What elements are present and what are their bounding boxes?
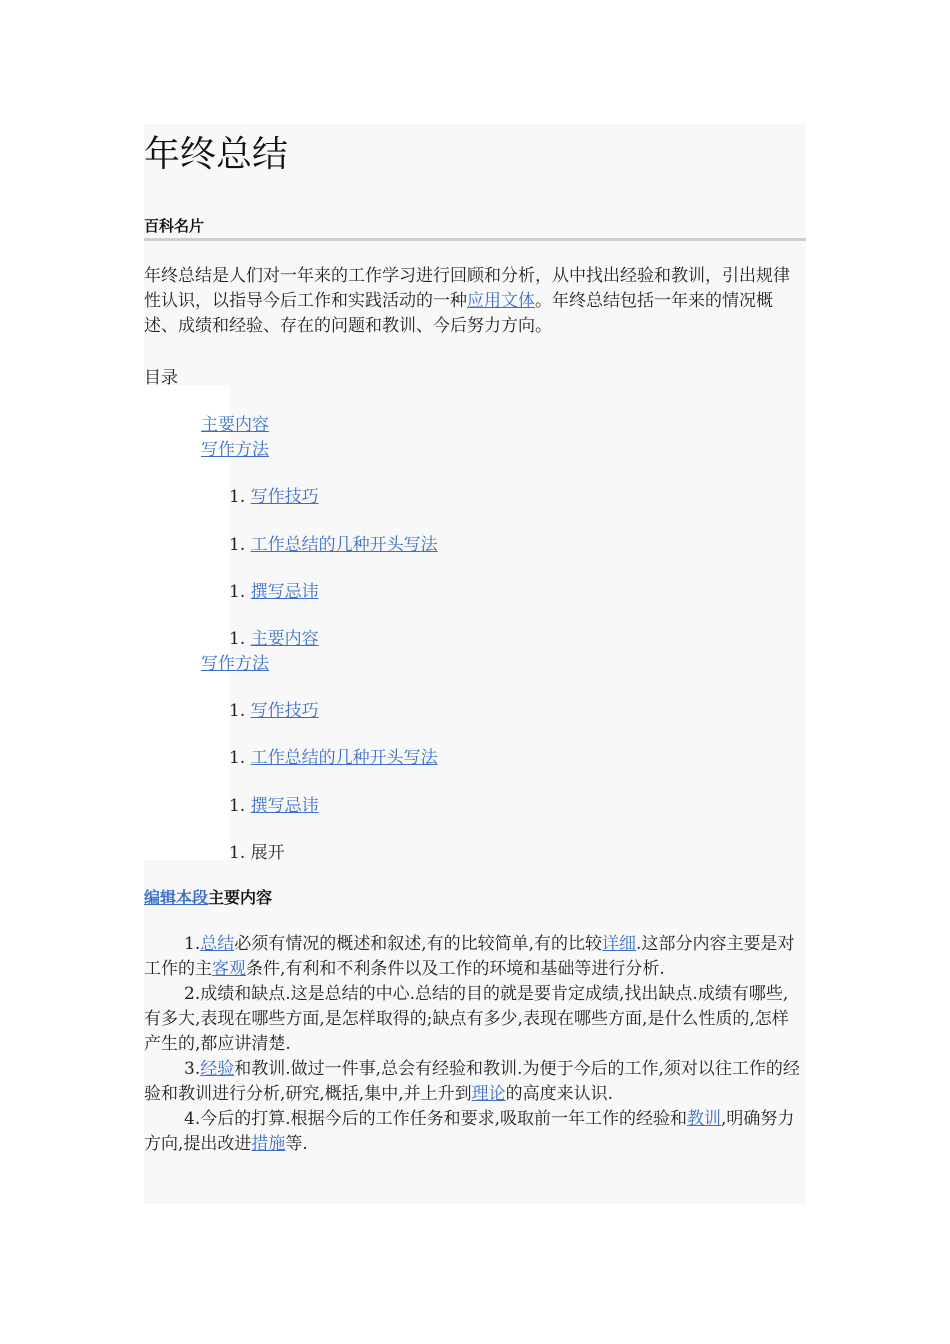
toc-item: 1. 写作技巧 <box>229 487 319 507</box>
toc-link-taboos-2[interactable]: 撰写忌讳 <box>250 796 319 816</box>
toc-expand-item[interactable]: 1. 展开 <box>229 843 285 863</box>
toc-link-writing-method[interactable]: 写作方法 <box>201 440 269 460</box>
toc-expand[interactable]: 展开 <box>250 843 285 863</box>
body-paragraph-2: 2.成绩和缺点.这是总结的中心.总结的目的就是要肯定成绩,找出缺点.成绩有哪些,有多大,表现在哪些方面,是怎样取得的;缺点有多少,表现在哪些方面,是什么性质的,怎样产生的,都应讲清楚. <box>144 984 789 1054</box>
toc-item: 1. 撰写忌讳 <box>229 796 319 816</box>
intro-text-a: 年终总结是人们对一年来的工作学习进行回顾和分析，从中找出经验和教训，引出规律性认识，以指导今后工作和实践活动的一种 <box>144 266 790 311</box>
body-paragraph-1: 1.总结必须有情况的概述和叙述,有的比较简单,有的比较详细.这部分内容主要是对工作的主客观条件,有利和不利条件以及工作的环境和基础等进行分析. <box>144 934 795 979</box>
link-summary[interactable]: 总结 <box>200 934 235 954</box>
toc-item: 1. 写作技巧 <box>229 701 319 721</box>
link-theory[interactable]: 理论 <box>471 1084 506 1104</box>
body-paragraph-3: 3.经验和教训.做过一件事,总会有经验和教训.为便于今后的工作,须对以往工作的经验和教训进行分析,研究,概括,集中,并上升到理论的高度来认识. <box>144 1059 800 1104</box>
link-objective[interactable]: 客观 <box>212 959 246 979</box>
toc-link-taboos[interactable]: 撰写忌讳 <box>250 582 319 602</box>
link-detailed[interactable]: 详细 <box>602 934 637 954</box>
toc-link-writing-skills-2[interactable]: 写作技巧 <box>250 701 319 721</box>
link-lesson[interactable]: 教训 <box>687 1109 722 1129</box>
toc-link-opening-methods[interactable]: 工作总结的几种开头写法 <box>250 535 438 555</box>
section-body <box>144 932 804 1157</box>
intro-paragraph <box>144 264 806 339</box>
title-divider <box>144 238 806 241</box>
section-title: 主要内容 <box>208 888 273 907</box>
section-heading <box>144 885 272 908</box>
link-measures[interactable]: 措施 <box>251 1134 286 1154</box>
toc-link-writing-skills[interactable]: 写作技巧 <box>250 487 319 507</box>
toc-item: 1. 主要内容 <box>229 629 319 649</box>
toc-item: 1. 工作总结的几种开头写法 <box>229 748 438 768</box>
toc-title: 目录 <box>144 368 178 388</box>
toc-link-writing-method-2[interactable]: 写作方法 <box>201 654 269 674</box>
toc-link-main-content[interactable]: 主要内容 <box>201 415 269 435</box>
link-experience[interactable]: 经验 <box>200 1059 235 1079</box>
toc-item: 1. 撰写忌讳 <box>229 582 319 602</box>
page-title: 年终总结 <box>144 134 289 175</box>
link-applied-style[interactable]: 应用文体 <box>467 291 535 311</box>
toc-link-opening-methods-2[interactable]: 工作总结的几种开头写法 <box>250 748 438 768</box>
intro-text-b: 。年终总结包括一年来的情况概述、成绩和经验、存在的问题和教训、今后努力方向。 <box>144 291 773 336</box>
edit-section-link[interactable]: 编辑本段 <box>144 888 209 907</box>
toc-item: 1. 工作总结的几种开头写法 <box>229 535 438 555</box>
card-label: 百科名片 <box>144 217 205 235</box>
body-paragraph-4: 4.今后的打算.根据今后的工作任务和要求,吸取前一年工作的经验和教训,明确努力方向,提出改进措施等. <box>144 1109 795 1154</box>
toc-link-main-content-2[interactable]: 主要内容 <box>250 629 319 649</box>
